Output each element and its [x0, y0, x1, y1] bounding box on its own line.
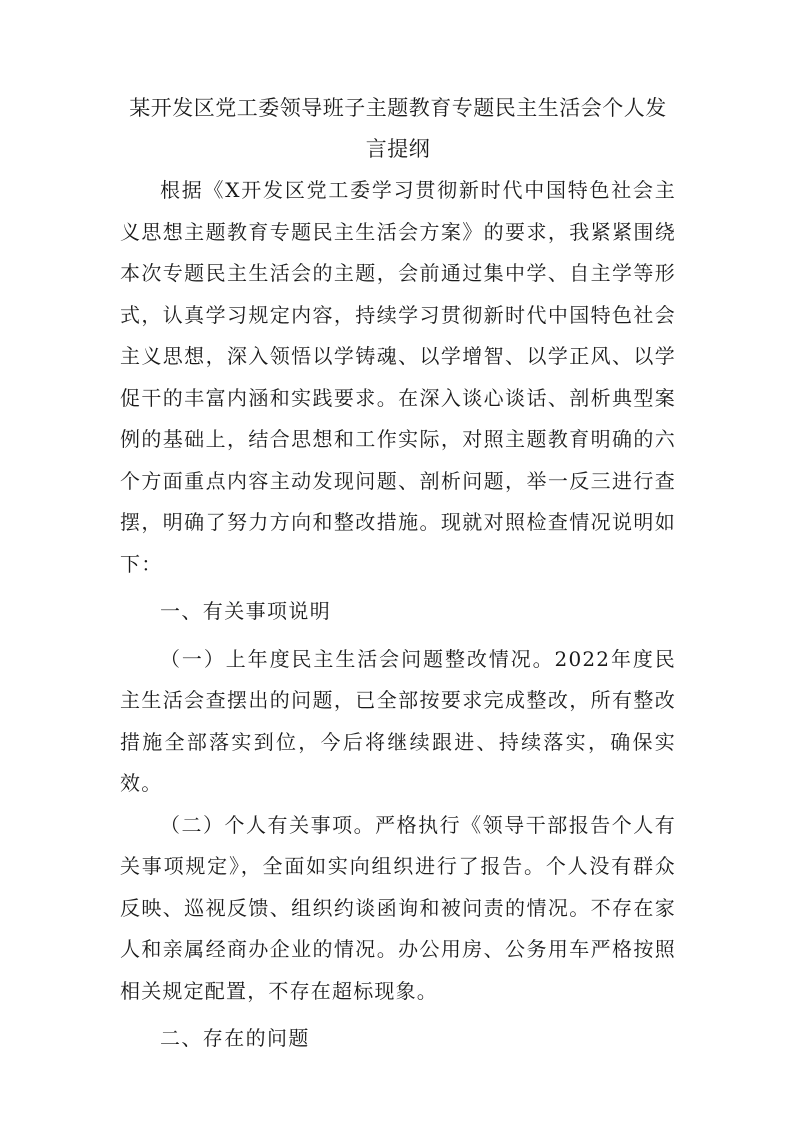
section-heading-1: 一、有关事项说明: [160, 599, 332, 623]
document-title: 某开发区党工委领导班子主题教育专题民主生活会个人发言提纲: [129, 96, 667, 161]
subsection-paragraph-2: （二）个人有关事项。严格执行《领导干部报告个人有关事项规定》，全面如实向组织进行了报告。个人没有群众反映、巡视反馈、组织约谈函询和被问责的情况。不存在家人和亲属经商办企业的情况。办公用房、公务用车严格按照相关规定配置，不存在超标现象。: [120, 812, 676, 1003]
section-heading-2: 二、存在的问题: [160, 1026, 310, 1050]
document-body: [120, 88, 676, 1060]
subsection-paragraph-1: （一）上年度民主生活会问题整改情况。2022年度民主生活会查摆出的问题，已全部按要求完成整改，所有整改措施全部落实到位，今后将继续跟进、持续落实，确保实效。: [120, 646, 676, 795]
intro-paragraph: 根据《X开发区党工委学习贯彻新时代中国特色社会主义思想主题教育专题民主生活会方案》的要求，我紧紧围绕本次专题民主生活会的主题，会前通过集中学、自主学等形式，认真学习规定内容，持续学习贯彻新时代中国特色社会主义思想，深入领悟以学铸魂、以学增智、以学正风、以学促干的丰富内涵和实践要求。在深入谈心谈话、剖析典型案例的基础上，结合思想和工作实际，对照主题教育明确的六个方面重点内容主动发现问题、剖析问题，举一反三进行查摆，明确了努力方向和整改措施。现就对照检查情况说明如下：: [120, 178, 676, 576]
